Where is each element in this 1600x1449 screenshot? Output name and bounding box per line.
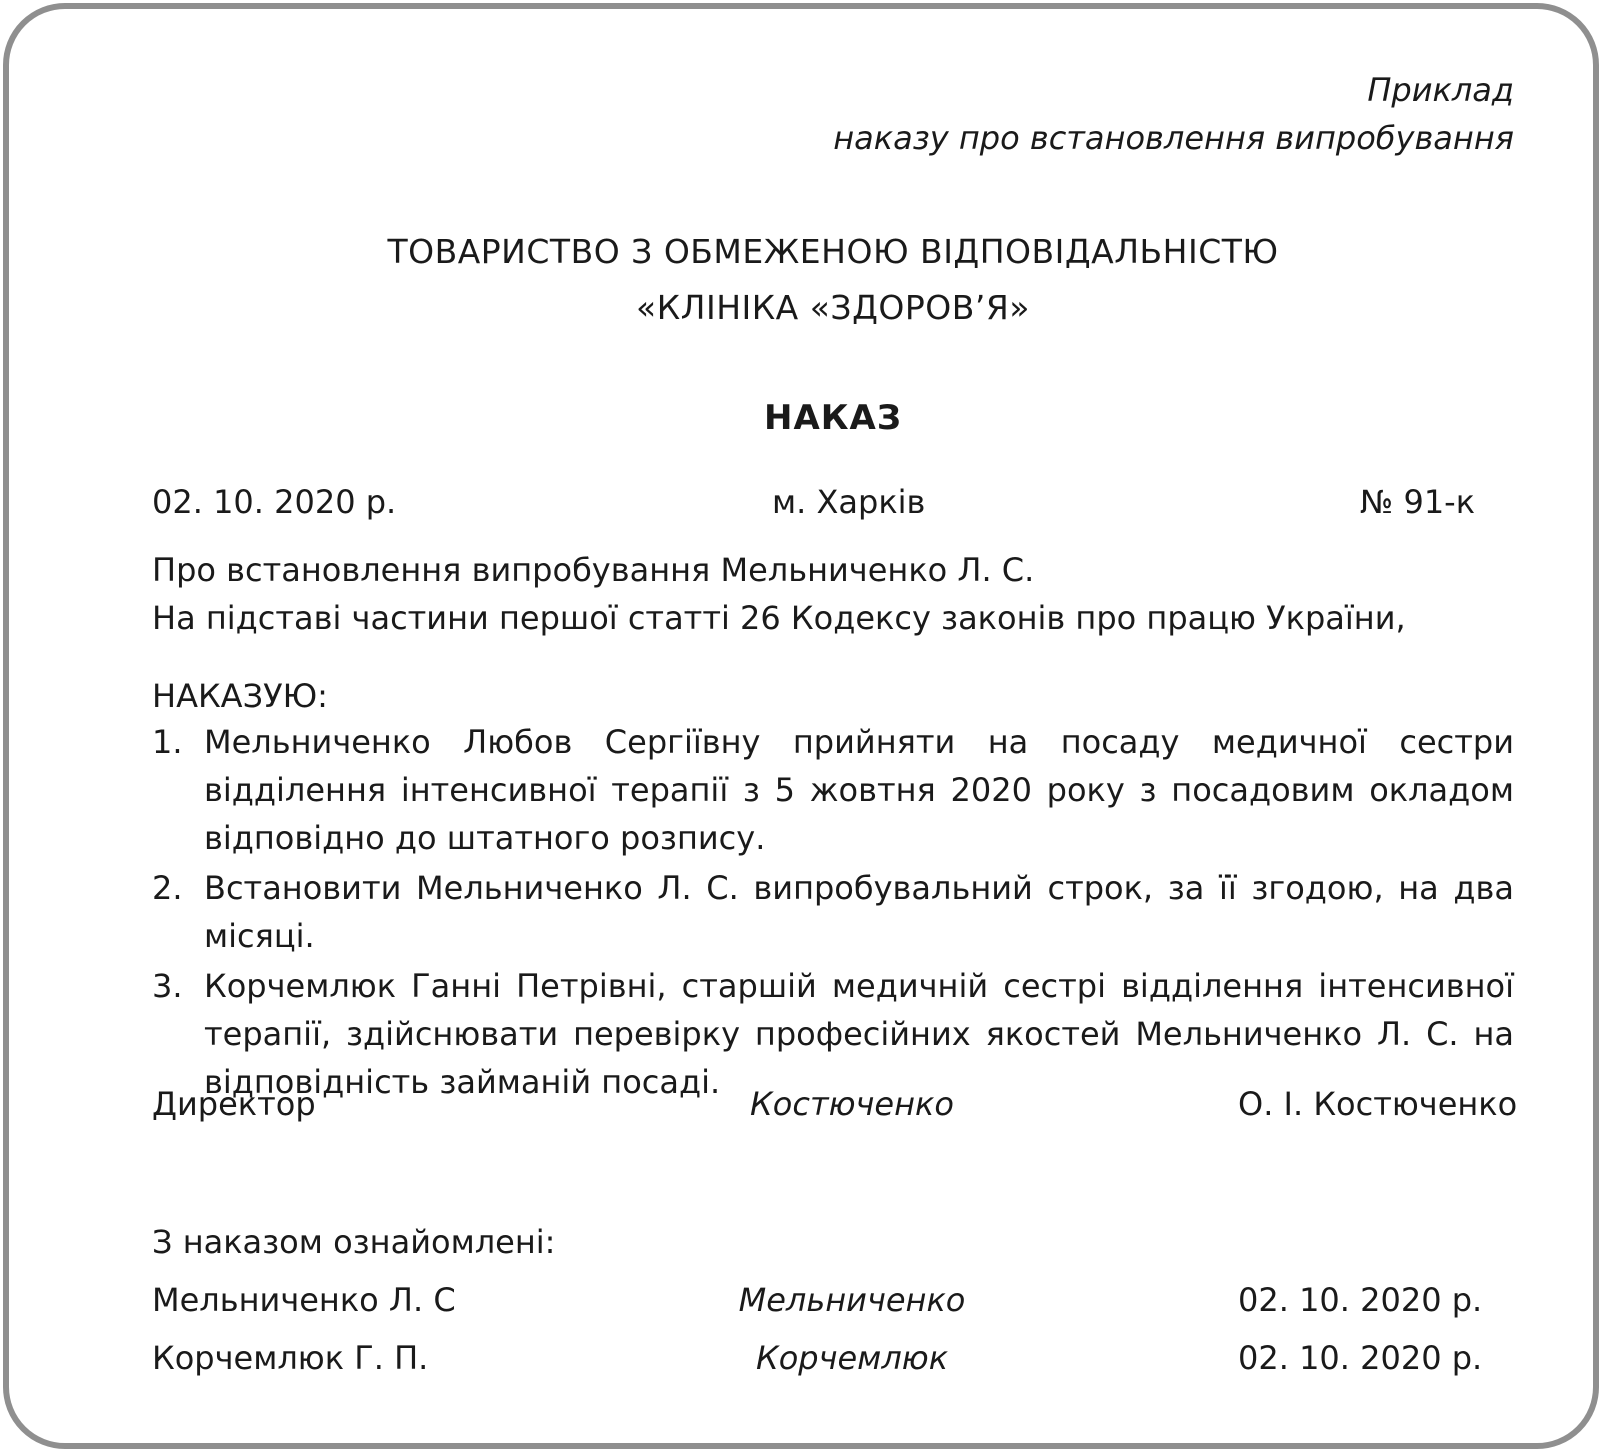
- order-item-number: 3.: [152, 967, 183, 1005]
- caption-line-1: Приклад: [1367, 71, 1514, 109]
- order-subject-block: [152, 546, 1522, 642]
- acknowledgement-name: Мельниченко Л. С: [152, 1281, 456, 1319]
- document-caption: [152, 66, 1514, 162]
- caption-line-2: наказу про встановлення випробування: [833, 119, 1514, 157]
- order-item-number: 2.: [152, 869, 183, 907]
- acknowledgement-signature: Корчемлюк: [755, 1339, 949, 1377]
- order-date: 02. 10. 2020 р.: [152, 483, 397, 521]
- acknowledgement-signature: Мельниченко: [738, 1281, 966, 1319]
- order-item: [152, 718, 1514, 862]
- acknowledgement-date: 02. 10. 2020 р.: [1238, 1281, 1483, 1319]
- organization-line-1: ТОВАРИСТВО З ОБМЕЖЕНОЮ ВІДПОВІДАЛЬНІСТЮ: [387, 232, 1279, 271]
- order-item-text: Корчемлюк Ганні Петрівні, старшій медичній сестрі відділення інтенсивної терапії, здійснювати перевірку професійних якостей Мельниченко Л. С. на відповідність займаній посаді.: [204, 967, 1514, 1101]
- organization-name: [152, 224, 1514, 336]
- director-signature-row: [152, 1080, 1518, 1128]
- order-word: НАКАЗУЮ:: [152, 677, 328, 715]
- document-title: НАКАЗ: [763, 398, 903, 438]
- organization-line-2: «КЛІНІКА «ЗДОРОВ’Я»: [636, 288, 1030, 327]
- order-number: № 91-к: [1360, 483, 1476, 521]
- order-item: [152, 864, 1514, 960]
- order-basis: На підставі частини першої статті 26 Кодексу законів про працю України,: [152, 599, 1406, 637]
- order-items-list: [152, 718, 1514, 1108]
- acknowledgement-row: [152, 1334, 1514, 1382]
- acknowledgement-date: 02. 10. 2020 р.: [1238, 1339, 1483, 1377]
- acknowledgement-name: Корчемлюк Г. П.: [152, 1339, 429, 1377]
- acknowledgement-title: З наказом ознайомлені:: [152, 1223, 556, 1261]
- director-signature: Костюченко: [750, 1085, 954, 1123]
- order-item-number: 1.: [152, 723, 183, 761]
- order-item-text: Встановити Мельниченко Л. С. випробувальний строк, за її згодою, на два місяці.: [204, 869, 1514, 955]
- order-subject: Про встановлення випробування Мельниченко Л. С.: [152, 551, 1035, 589]
- director-name: О. І. Костюченко: [1238, 1085, 1518, 1123]
- order-item-text: Мельниченко Любов Сергіївну прийняти на посаду медичної сестри відділення інтенсивної терапії з 5 жовтня 2020 року з посадовим окладом відповідно до штатного розпису.: [204, 723, 1514, 857]
- acknowledgement-row: [152, 1276, 1514, 1324]
- order-city: м. Харків: [772, 483, 926, 521]
- director-position: Директор: [152, 1085, 316, 1123]
